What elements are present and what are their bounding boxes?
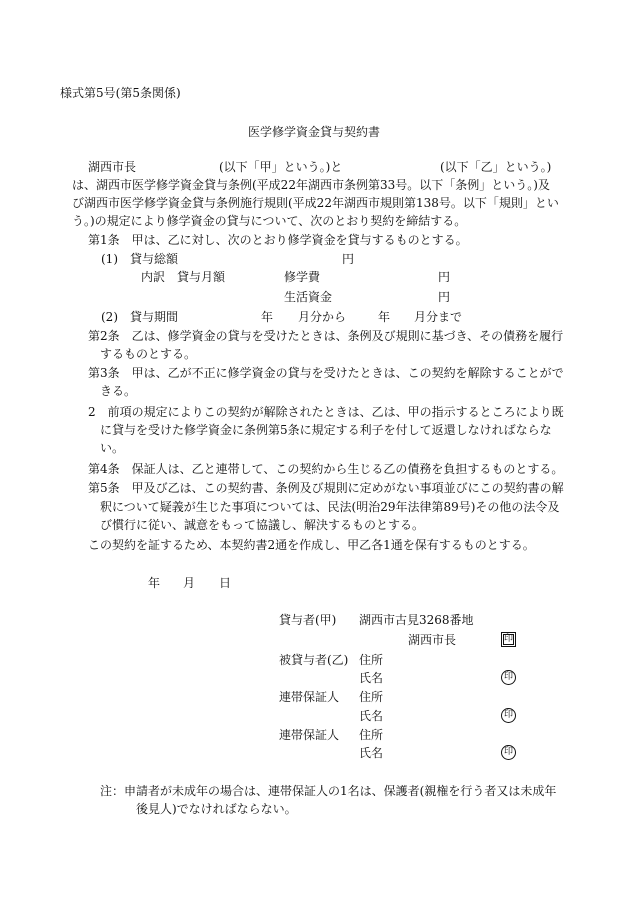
- tuition-label: 修学費: [284, 270, 321, 284]
- intro-line-3: び湖西市医学修学資金貸与条例施行規則(平成22年湖西市規則第138号。以下「規則」とい: [72, 196, 559, 210]
- guarantor-1-name-label: 氏名: [359, 709, 384, 723]
- guarantor-1-address-label: 住所: [359, 690, 384, 704]
- guarantor-2-seal-mark: 印: [501, 745, 516, 760]
- lender-name: 湖西市長: [408, 633, 457, 647]
- closing-statement: この契約を証するため、本契約書2通を作成し、甲乙各1通を保有するものとする。: [88, 538, 535, 552]
- item-1-number: (1): [101, 252, 118, 266]
- borrower-seal-mark: 印: [501, 670, 516, 685]
- item-2-number: (2): [101, 310, 118, 324]
- article-3-line-2: きる。: [100, 384, 137, 398]
- note-line-2: 後見人)でなければならない。: [136, 802, 297, 816]
- intro-lender: 湖西市長: [88, 160, 137, 174]
- monthly-breakdown-label: 内訳 貸与月額: [141, 270, 226, 284]
- guarantor-2-name-label: 氏名: [359, 746, 384, 760]
- article-3-para-2-line-2: に貸与を受けた修学資金に条例第5条に規定する利子を付して返還しなければならな: [100, 423, 552, 437]
- article-2-line-2: するものとする。: [100, 347, 197, 361]
- total-amount-label: 貸与総額: [130, 252, 179, 266]
- living-expense-label: 生活資金: [284, 290, 333, 304]
- intro-line-2: は、湖西市医学修学資金貸与条例(平成22年湖西市条例第33号。以下「条例」という。)及: [72, 178, 550, 192]
- date-month: 月: [183, 576, 196, 590]
- date-day: 日: [219, 576, 232, 590]
- lender-address: 湖西市古見3268番地: [359, 613, 474, 627]
- article-2-line-1: 第2条 乙は、修学資金の貸与を受けたときは、条例及び規則に基づき、その債務を履行: [88, 329, 564, 343]
- period-to-year: 年: [378, 310, 391, 324]
- note-line-1: 注：申請者が未成年の場合は、連帯保証人の1名は、保護者(親権を行う者又は未成年: [100, 784, 557, 798]
- living-expense-yen: 円: [438, 290, 451, 304]
- lender-label: 貸与者(甲): [279, 613, 337, 627]
- article-5-line-2: 釈について疑義が生じた事項については、民法(明治29年法律第89号)その他の法令及: [100, 500, 560, 514]
- date-year: 年: [148, 576, 161, 590]
- borrower-address-label: 住所: [359, 653, 384, 667]
- borrower-name-label: 氏名: [359, 671, 384, 685]
- guarantor-2-label: 連帯保証人: [279, 728, 340, 742]
- loan-period-label: 貸与期間: [130, 310, 179, 324]
- guarantor-2-address-label: 住所: [359, 728, 384, 742]
- article-1: 第1条 甲は、乙に対し、次のとおり修学資金を貸与するものとする。: [88, 233, 468, 247]
- document-title: 医学修学資金貸与契約書: [248, 125, 381, 139]
- form-number: 様式第5号(第5条関係): [60, 86, 181, 100]
- intro-line-4: う。)の規定により修学資金の貸与について、次のとおり契約を締結する。: [72, 214, 467, 228]
- period-from-year: 年: [261, 310, 274, 324]
- borrower-label: 被貸与者(乙): [279, 653, 349, 667]
- article-4: 第4条 保証人は、乙と連帯して、この契約から生じる乙の債務を負担するものとする。: [88, 462, 564, 476]
- article-5-line-3: び慣行に従い、誠意をもって協議し、解決するものとする。: [100, 518, 425, 532]
- article-3-para-2-line-1: 2 前項の規定によりこの契約が解除されたときは、乙は、甲の指示するところにより既: [88, 405, 564, 419]
- period-from-month: 月分から: [298, 310, 347, 324]
- intro-kou-definition: (以下「甲」という。)と: [219, 160, 343, 174]
- official-seal-mark: 印: [501, 632, 516, 647]
- guarantor-1-seal-mark: 印: [501, 708, 516, 723]
- guarantor-1-label: 連帯保証人: [279, 690, 340, 704]
- tuition-yen: 円: [438, 270, 451, 284]
- total-amount-yen: 円: [342, 252, 355, 266]
- article-3-para-2-line-3: い。: [100, 441, 125, 455]
- intro-otsu-definition: (以下「乙」という。): [440, 160, 552, 174]
- period-to-month: 月分まで: [414, 310, 463, 324]
- article-5-line-1: 第5条 甲及び乙は、この契約書、条例及び規則に定めがない事項並びにこの契約書の解: [88, 481, 564, 495]
- article-3-line-1: 第3条 甲は、乙が不正に修学資金の貸与を受けたときは、この契約を解除することがで: [88, 366, 564, 380]
